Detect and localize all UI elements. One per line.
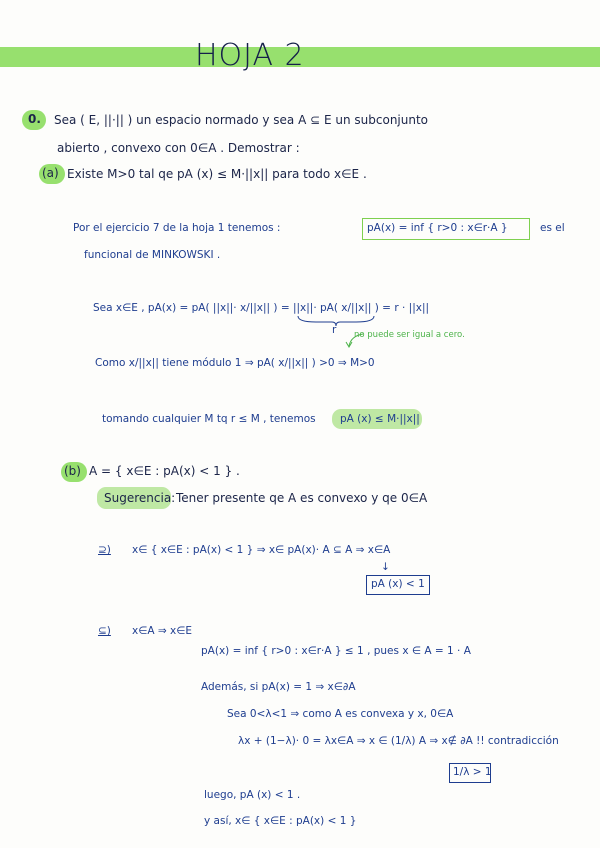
problem-number: 0. — [28, 112, 41, 126]
subset-line2: pA(x) = inf { r>0 : x∈r·A } ≤ 1 , pues x ∈ A = 1 · A — [201, 645, 471, 657]
part-b-label: (b) — [64, 464, 81, 478]
part-b-statement: A = { x∈E : pA(x) < 1 } . — [89, 464, 240, 478]
subset-line6: luego, pA (x) < 1 . — [204, 789, 301, 801]
subset-label: ⊆) — [98, 625, 111, 637]
minkowski-definition: pA(x) = inf { r>0 : x∈r·A } — [367, 222, 508, 234]
hint-label: Sugerencia: — [104, 491, 176, 505]
solution-a-line1: Por el ejercicio 7 de la hoja 1 tenemos : — [73, 222, 281, 234]
underbrace-label: r — [332, 324, 337, 336]
hint-text: Tener presente qe A es convexo y qe 0∈A — [176, 491, 428, 505]
solution-a-line1-end: es el — [540, 222, 565, 234]
subset-line4: Sea 0<λ<1 ⇒ como A es convexa y x, 0∈A — [227, 708, 454, 720]
subset-line5: λx + (1−λ)· 0 = λx∈A ⇒ x ∈ (1/λ) A ⇒ x∉ ∂A !! contradicción — [238, 735, 559, 747]
problem-statement-line2: abierto , convexo con 0∈A . Demostrar : — [57, 141, 300, 155]
superset-line: x∈ { x∈E : pA(x) < 1 } ⇒ x∈ pA(x)· A ⊆ A ⇒ x∈A — [132, 544, 391, 556]
solution-a-equation2: Como x/||x|| tiene módulo 1 ⇒ pA( x/||x|| ) >0 ⇒ M>0 — [95, 357, 375, 369]
part-a-label: (a) — [42, 166, 59, 180]
subset-line7: y así, x∈ { x∈E : pA(x) < 1 } — [204, 815, 357, 827]
subset-line1: x∈A ⇒ x∈E — [132, 625, 193, 637]
conclusion-a: pA (x) ≤ M·||x|| — [340, 413, 420, 425]
problem-statement-line1: Sea ( E, ||·|| ) un espacio normado y sea A ⊆ E un subconjunto — [54, 113, 429, 127]
solution-a-line2: funcional de MINKOWSKI . — [84, 249, 221, 261]
superset-arrow: ↓ — [381, 561, 390, 573]
superset-result: pA (x) < 1 — [371, 578, 425, 590]
solution-a-equation1: Sea x∈E , pA(x) = pA( ||x||· x/||x|| ) = ||x||· pA( x/||x|| ) = r · ||x|| — [93, 302, 430, 314]
page-title: HOJA 2 — [195, 38, 305, 73]
annotation-not-zero: no puede ser igual a cero. — [354, 330, 465, 340]
part-a-statement: Existe M>0 tal qe pA (x) ≤ M·||x|| para todo x∈E . — [67, 167, 367, 181]
lambda-inverse: 1/λ > 1 — [453, 766, 492, 778]
superset-label: ⊇) — [98, 544, 111, 556]
solution-a-equation3: tomando cualquier M tq r ≤ M , tenemos — [102, 413, 316, 425]
subset-line3: Además, si pA(x) = 1 ⇒ x∈∂A — [201, 681, 356, 693]
